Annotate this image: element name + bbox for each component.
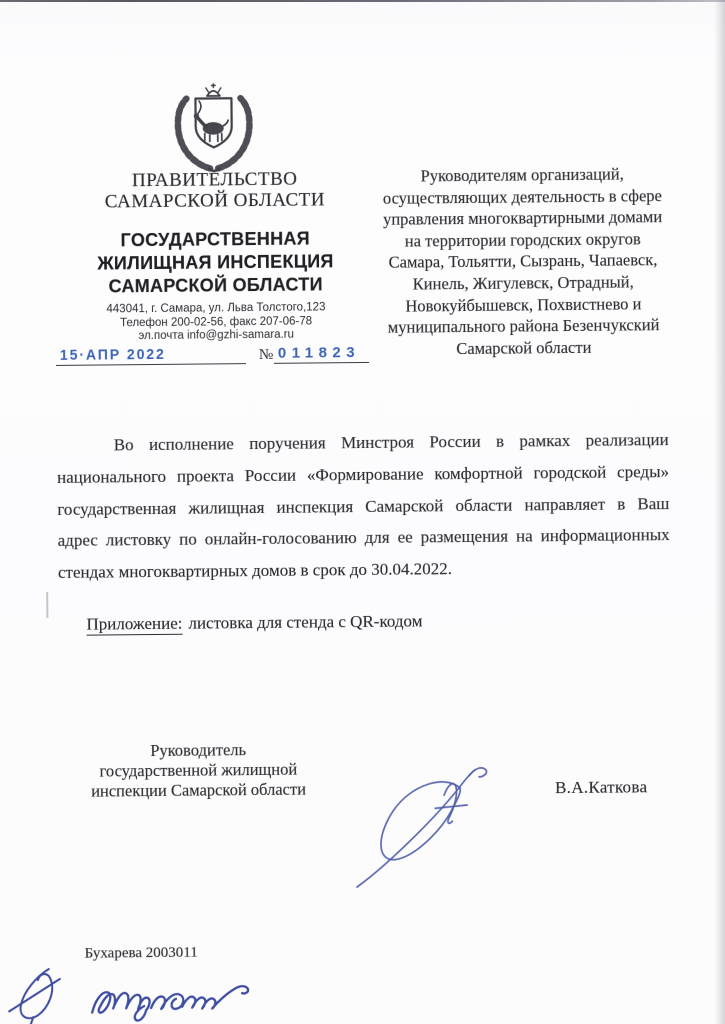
date-stamp: 15·АПР 2022 bbox=[59, 345, 166, 364]
agency-line: САМАРСКОЙ ОБЛАСТИ bbox=[108, 274, 323, 297]
number-underline bbox=[274, 362, 369, 364]
signer-name: В.А.Каткова bbox=[554, 777, 648, 798]
government-name-block bbox=[82, 168, 347, 213]
recipient-line: Самарской области bbox=[456, 337, 592, 358]
signer-position-line: Руководитель bbox=[150, 740, 247, 761]
recipient-block bbox=[355, 163, 691, 361]
body-line: национального проекта России «Формирование комфортной городской среды» bbox=[56, 461, 670, 487]
recipient-line: управления многоквартирными домами bbox=[382, 207, 663, 230]
recipient-line: Руководителям организаций, bbox=[420, 164, 624, 186]
postal-address: 443041, г. Самара, ул. Льва Толстого,123 bbox=[106, 301, 326, 316]
executor-note: Бухарева 2003011 bbox=[84, 944, 198, 962]
signer-position-line: государственной жилищной bbox=[99, 759, 298, 781]
registration-row bbox=[56, 342, 371, 366]
recipient-line: осуществляющих деятельность в сфере bbox=[382, 185, 662, 208]
signer-position-block bbox=[91, 740, 307, 801]
body-line: Во исполнение поручения Минстроя России в рамках реализации bbox=[113, 430, 669, 455]
agency-name-block bbox=[83, 227, 349, 298]
scan-artifact-tick bbox=[46, 592, 48, 618]
signer-position-line: инспекции Самарской области bbox=[91, 779, 307, 801]
recipient-line: Новокуйбышевск, Похвистнево и bbox=[405, 293, 642, 316]
body-line: стендах многоквартирных домов в срок до 30.04.2022. bbox=[57, 559, 453, 583]
scan-edge-top bbox=[0, 0, 725, 2]
recipient-line: на территории городских округов bbox=[404, 229, 641, 251]
attachment-text: листовка для стенда с QR-кодом bbox=[188, 611, 423, 633]
number-label: № bbox=[258, 346, 274, 363]
phone-fax: Телефон 200-02-56, факс 207-06-78 bbox=[119, 315, 313, 329]
recipient-line: муниципального района Безенчукский bbox=[387, 315, 660, 338]
government-line: ПРАВИТЕЛЬСТВО bbox=[131, 168, 298, 192]
samara-coat-of-arms-icon bbox=[164, 81, 263, 174]
attachment-line bbox=[86, 611, 422, 634]
attachment-label: Приложение: bbox=[86, 613, 183, 634]
email: эл.почта info@gzhi-samara.ru bbox=[138, 328, 295, 343]
recipient-line: Самара, Тольятти, Сызрань, Чапаевск, bbox=[388, 250, 658, 273]
government-line: САМАРСКОЙ ОБЛАСТИ bbox=[104, 189, 326, 213]
contact-block bbox=[83, 301, 348, 344]
handwritten-signature-ink-icon bbox=[348, 751, 494, 892]
agency-line: ЖИЛИЩНАЯ ИНСПЕКЦИЯ bbox=[97, 251, 334, 274]
handwritten-visa-marks-icon bbox=[5, 949, 276, 1024]
number-stamp: 011823 bbox=[277, 344, 361, 362]
scan-edge-right bbox=[714, 0, 725, 1024]
agency-line: ГОСУДАРСТВЕННАЯ bbox=[120, 228, 311, 251]
body-line: государственная жилищная инспекция Самарской области направляет в Ваш bbox=[57, 493, 670, 519]
recipient-line: Кинель, Жигулевск, Отрадный, bbox=[412, 272, 634, 294]
body-line: адрес листовку по онлайн-голосованию для ее размещения на информационных bbox=[57, 525, 670, 551]
body-paragraph bbox=[57, 424, 670, 589]
